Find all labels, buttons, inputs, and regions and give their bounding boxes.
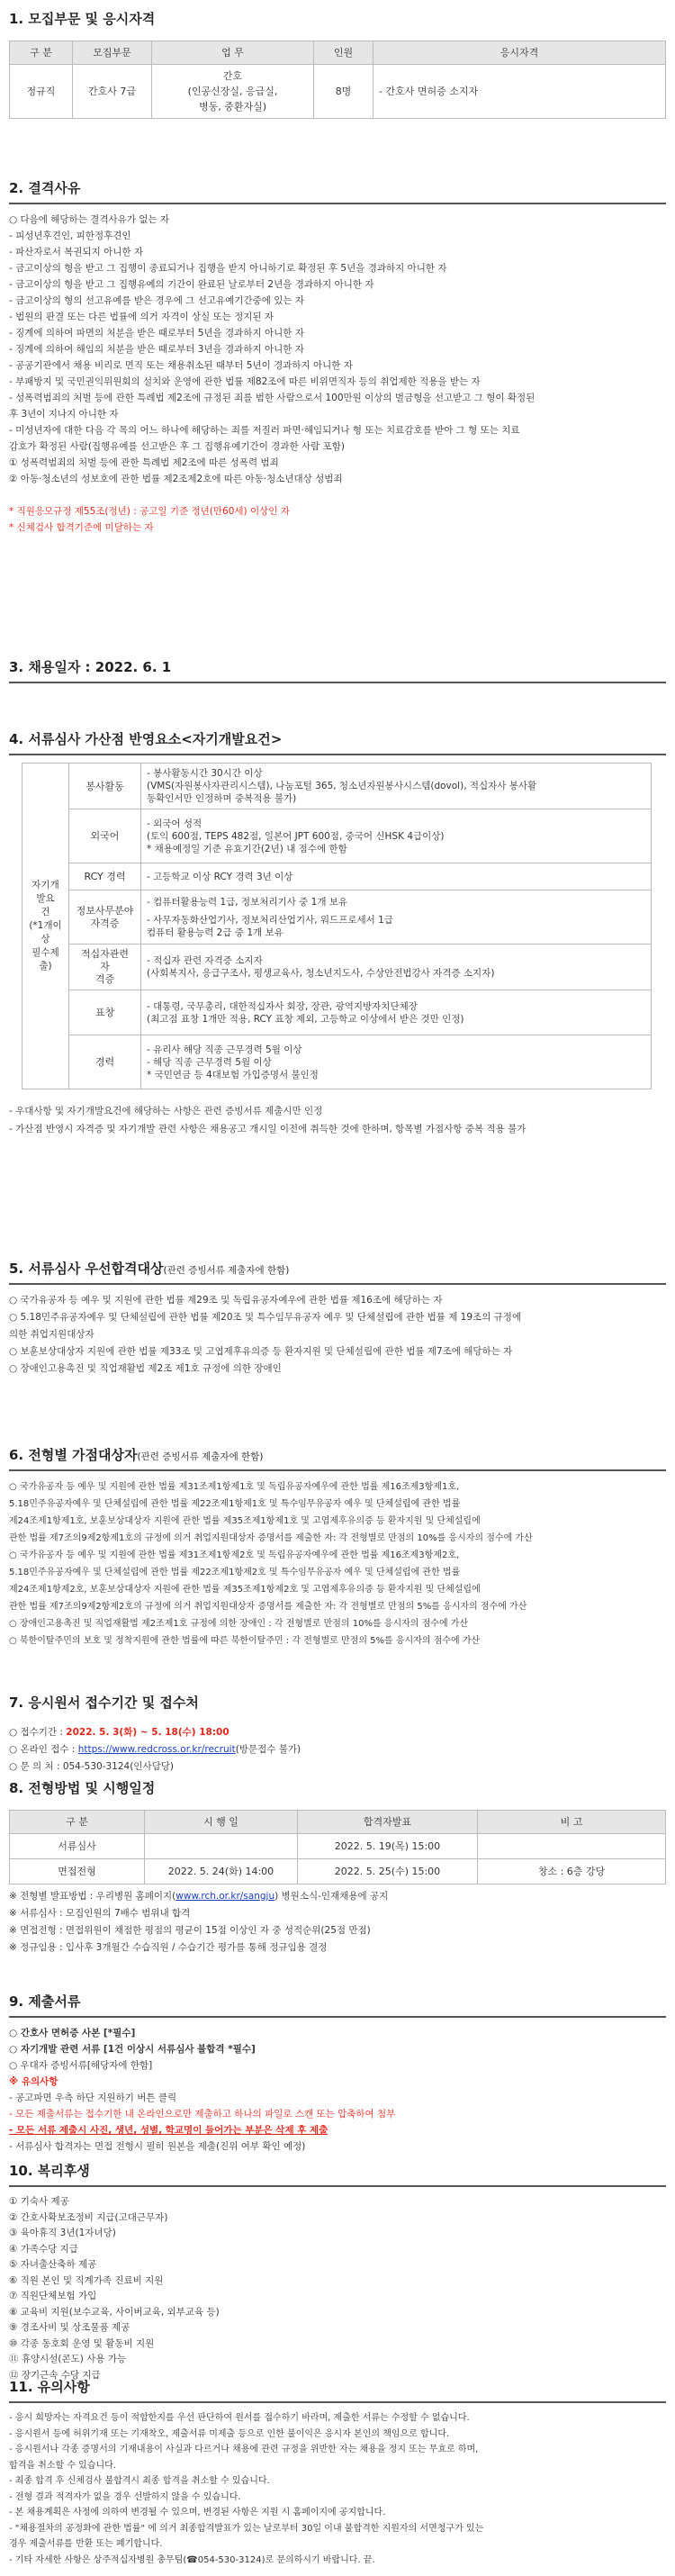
section-bonus-points [9, 729, 666, 1138]
section-documents [9, 1992, 666, 2155]
description-cell [141, 1035, 652, 1089]
category-cell: RCY 경력 [69, 863, 141, 890]
section-title: 9. 제출서류 [9, 1992, 666, 2018]
text-line: - 금고이상의 형의 선고유예를 받은 경우에 그 선고유예기간중에 있는 자 [9, 295, 304, 307]
section-title: 11. 유의사항 [9, 2377, 666, 2403]
text-line: - 금고이상의 형을 받고 그 집행이 종료되거나 집행을 받지 아니하기로 확정된 후 5년을 경과하지 아니한 자 [9, 263, 447, 275]
header-duty: 업 무 [152, 41, 314, 65]
text-line: ○ 5.18민주유공자예우 및 단체설립에 관한 법률 제20조 및 특수임무유공자 예우 및 단체설립에 관한 법률 제 19조의 규정에 [9, 1312, 522, 1324]
text-line: ○ 국가유공자 등 예우 및 지원에 관한 법률 제29조 및 독립유공자예우에 관한 법률 제16조에 해당하는 자 [9, 1295, 443, 1306]
header-type: 구 분 [10, 41, 73, 65]
benefit-item: ⑩ 각종 동호회 운영 및 활동비 지원 [9, 2337, 155, 2349]
desc-line: (VMS(자원봉사자관리시스템), 나눔포털 365, 청소년자원봉사시스템(dovol), 적십자사 봉사활 [147, 781, 537, 792]
benefit-item: ② 간호사확보조정비 지급(고대근무자) [9, 2211, 168, 2223]
note-line: * 신체검사 합격기준에 미달하는 자 [9, 522, 154, 534]
text-line: - 최종 합격 후 신체검사 불합격시 최종 합격을 취소할 수 있습니다. [9, 2476, 270, 2487]
description-cell [141, 863, 652, 890]
recruitment-table [9, 41, 666, 119]
online-label: ○ 온라인 접수 : [9, 1744, 78, 1756]
text-line: - 파산자로서 복권되지 아니한 자 [9, 247, 143, 258]
desc-line: 컴퓨터 활용능력 2급 중 1개 보유 [147, 926, 284, 938]
category-line: 적십자관련 자 [80, 948, 130, 973]
header-date: 시 행 일 [145, 1811, 298, 1834]
period-value: 2022. 5. 3(화) ~ 5. 18(수) 18:00 [66, 1727, 230, 1739]
text-line: 제24조제1항제1호, 보훈보상대상자 지원에 관한 법률 제35조제1항제1호 및 고엽제후유의증 등 환자지원 및 단체설립에 [9, 1516, 481, 1527]
cell-date [145, 1834, 298, 1859]
cell-note [478, 1834, 666, 1859]
desc-line: - 적십자 관련 자격증 소지자 [147, 955, 263, 967]
desc-line: - 컴퓨터활용능력 1급, 정보처리기사 중 1개 보유 [147, 896, 348, 908]
note-line: * 직원응모규정 제55조(정년) : 공고일 기준 정년(만60세) 이상인 자 [9, 506, 290, 518]
text-line: ○ 국가유공자 등 예우 및 지원에 관한 법률 제31조제1항제1호 및 독립유공자예우에 관한 법률 제16조제3항제1호, [9, 1482, 460, 1493]
text-line: - 법원의 판결 또는 다른 법률에 의거 자격이 상실 또는 정지된 자 [9, 312, 274, 323]
text-line: 관한 법률 제7조의9제2항제2호의 규정에 의거 취업지원대상자 증명서를 제출한 자: 각 전형별로 만점의 5%를 응시자의 점수에 가산 [9, 1602, 527, 1613]
category-cell: 경력 [69, 1035, 141, 1089]
note-line: ※ 서류심사 : 모집인원의 7배수 범위내 합격 [9, 1908, 191, 1920]
title-sub: (관련 증빙서류 제출자에 한함) [163, 1265, 290, 1276]
section-recruitment [9, 9, 666, 119]
text-line: - 징계에 의하여 해임의 처분을 받은 때로부터 3년을 경과하지 아니한 자 [9, 344, 304, 356]
desc-line: - 고등학교 이상 RCY 경력 3년 이상 [147, 871, 293, 882]
bonus-table [22, 763, 652, 1089]
category-cell [69, 945, 141, 990]
period-label: ○ 접수기간 : [9, 1727, 67, 1739]
text-line: 제24조제1항제2호, 보훈보상대상자 지원에 관한 법률 제35조제1항제2호 및 고엽제후유의증 등 환자지원 및 단체설립에 [9, 1585, 481, 1595]
desc-line: 동확인서만 인정하며 중복적용 불가) [147, 793, 297, 805]
text-line: 5.18민주유공자예우 및 단체설립에 관한 법률 제22조제1항제2호 및 특수임무유공자 예우 및 단체설립에 관한 법률 [9, 1568, 461, 1578]
category-line: 정보사무분야 [76, 904, 134, 917]
benefit-item: ① 기숙사 제공 [9, 2196, 69, 2208]
section-title [9, 1445, 666, 1471]
group-label-line: (*1개이상 [29, 920, 62, 945]
caution-line: - 공고파면 우측 하단 지원하기 버튼 클릭 [9, 2092, 177, 2104]
note-line: ※ 정규임용 : 입사후 3개월간 수습직원 / 수습기간 평가를 통해 정규임용 결정 [9, 1942, 328, 1954]
section-hire-date [9, 657, 666, 691]
online-line [9, 1741, 666, 1758]
benefit-item: ⑧ 교육비 지원(보수교육, 사이버교육, 외부교육 등) [9, 2306, 220, 2318]
description-cell [141, 890, 652, 945]
text-line: 합격을 취소할 수 있습니다. [9, 2460, 116, 2471]
cell-dept: 간호사 7급 [73, 65, 152, 119]
section-schedule [9, 1778, 666, 1957]
note-prefix: ※ 전형별 발표방법 : 우리병원 홈페이지( [9, 1891, 176, 1903]
desc-line: (토익 600점, TEPS 482점, 일본어 JPT 600점, 중국어 신HSK 4급이상) [147, 830, 445, 842]
schedule-table [9, 1810, 666, 1885]
caution-title: ※ 유의사항 [9, 2076, 58, 2088]
note-line: - 가산점 반영시 자격증 및 자기개발 관련 사항은 채용공고 개시일 이전에 취득한 것에 한하며, 항목별 가점사항 중복 적용 불가 [9, 1124, 526, 1135]
text-line: ○ 장애인고용촉진 및 직업재활법 제2조 제1호 규정에 의한 장애인 [9, 1363, 282, 1375]
contact-line: ○ 문 의 처 : 054-530-3124(인사담당) [9, 1761, 174, 1773]
text-line: 관한 법률 제7조의9제2항제1호의 규정에 의거 취업지원대상자 증명서를 제출한 자: 각 전형별로 만점의 10%를 응시자의 점수에 가산 [9, 1533, 533, 1544]
section-disqualification [9, 178, 666, 536]
desc-line: * 채용예정일 기준 유효기간(2년) 내 점수에 한함 [147, 843, 347, 854]
section-title [9, 1259, 666, 1285]
cell-announce: 2022. 5. 19(목) 15:00 [298, 1834, 478, 1859]
duty-line: 간호 [222, 70, 243, 83]
text-line: 5.18민주유공자예우 및 단체설립에 관한 법률 제22조제1항제1호 및 특수임무유공자 예우 및 단체설립에 관한 법률 [9, 1499, 461, 1510]
desc-line: - 봉사활동시간 30시간 이상 [147, 768, 263, 780]
group-label-line: 건 [40, 907, 50, 918]
desc-line: - 유리사 해당 직종 근무경력 5월 이상 [147, 1044, 302, 1055]
description-cell [141, 990, 652, 1035]
document-item: ○ 우대자 증빙서류[해당자에 한함] [9, 2060, 153, 2072]
section-title: 8. 전형방법 및 시행일정 [9, 1780, 156, 1796]
category-cell: 봉사활동 [69, 764, 141, 809]
text-line: - 미성년자에 대한 다음 각 목의 어느 하나에 해당하는 죄를 저질러 파면·해임되거나 형 또는 치료감호를 받아 그 형 또는 치료 [9, 425, 520, 437]
desc-line: (최고점 표창 1개만 적용, RCY 표창 제외, 고등학교 이상에서 받은 것만 인정) [147, 1013, 464, 1025]
description-cell [141, 764, 652, 809]
period-line [9, 1724, 666, 1741]
text-line: - 응시 희망자는 자격요건 등이 적합한지를 우선 판단하여 원서를 접수하기 바라며, 제출한 서류는 수정할 수 없습니다. [9, 2413, 470, 2424]
cell-duty [152, 65, 314, 119]
desc-line: - 해당 직종 근무경력 5월 이상 [147, 1056, 272, 1068]
text-line: - "채용절차의 공정화에 관한 법률" 에 의거 최종합격발표가 있는 날로부터 30일 이내 불합격한 지원자의 서면청구가 있는 [9, 2523, 484, 2534]
text-line: - 응시원서나 각종 증명서의 기재내용이 사실과 다르거나 채용에 관련 규정을 위반한 자는 채용을 정지 또는 무효로 하며, [9, 2445, 479, 2455]
text-line: 의한 취업지원대상자 [9, 1329, 94, 1341]
text-line: - 부패방지 및 국민권익위원회의 설치와 운영에 관한 법률 제82조에 따른 비위면직자 등의 취업제한 적용을 받는 자 [9, 376, 481, 388]
benefit-item: ⑪ 휴양시설(콘도) 사용 가능 [9, 2354, 127, 2365]
header-count: 인원 [314, 41, 374, 65]
text-line: - 응시원서 등에 허위기재 또는 기재착오, 제출서류 미제출 등으로 인한 불이익은 응시자 본인의 책임으로 합니다. [9, 2428, 450, 2439]
category-cell [69, 890, 141, 945]
text-line: ○ 국가유공자 등 예우 및 지원에 관한 법률 제31조제1항제2호 및 독립유공자예우에 관한 법률 제16조제3항제2호, [9, 1550, 460, 1561]
desc-line: * 국민연금 등 4대보험 가입증명서 불인정 [147, 1069, 319, 1080]
desc-line: - 사무자동화산업기사, 정보처리산업기사, 워드프로세서 1급 [147, 914, 393, 926]
cell-type: 서류심사 [10, 1834, 145, 1859]
text-line: ○ 보훈보상대상자 지원에 관한 법률 제33조 및 고엽제후유의증 등 환자지원 및 단체설립에 관한 법률 제7조에 해당하는 자 [9, 1346, 513, 1358]
header-type: 구 분 [10, 1811, 145, 1834]
section-title: 7. 응시원서 접수기간 및 접수처 [9, 1695, 199, 1711]
text-line: 경우 제출서류를 반환 또는 폐기합니다. [9, 2539, 163, 2550]
group-label-line: 필수제출) [32, 947, 59, 972]
group-label [22, 764, 69, 1089]
title-main: 6. 전형별 가점대상자 [9, 1447, 138, 1463]
category-cell: 외국어 [69, 809, 141, 863]
section-application [9, 1693, 666, 1776]
text-line: ○ 장애인고용촉진 및 직업재활법 제2조제1호 규정에 의한 장애인 : 각 전형별로 만점의 10%를 응시자의 점수에 가산 [9, 1619, 469, 1630]
header-announce: 합격자발표 [298, 1811, 478, 1834]
category-line: 자격증 [90, 917, 120, 929]
text-line: - 성폭력범죄의 처벌 등에 관한 특례법 제2조에 규정된 죄를 범한 사람으로서 100만원 이상의 벌금형을 선고받고 그 형이 확정된 [9, 393, 536, 404]
benefit-item: ③ 육아휴직 3년(1자녀당) [9, 2228, 116, 2239]
cell-count: 8명 [314, 65, 374, 119]
cell-type: 면접전형 [10, 1859, 145, 1885]
section-title: 2. 결격사유 [9, 178, 666, 204]
text-line: ○ 다음에 해당하는 결격사유가 없는 자 [9, 214, 169, 226]
text-line: - 피성년후견인, 피한정후견인 [9, 230, 131, 242]
text-line: - 공공기관에서 채용 비리로 면직 또는 채용취소된 때부터 5년이 경과하지 아니한 자 [9, 360, 353, 372]
category-line: 격증 [94, 973, 115, 986]
header-dept: 모집부문 [73, 41, 152, 65]
header-note: 비 고 [478, 1811, 666, 1834]
section-extra-points [9, 1445, 666, 1650]
text-line: - 금고이상의 형을 받고 그 집행유예의 기간이 완료된 날로부터 2년을 경과하지 아니한 자 [9, 279, 374, 291]
benefit-item: ⑦ 직원단체보험 가입 [9, 2291, 97, 2302]
desc-line: - 대통령, 국무총리, 대한적십자사 회장, 장관, 광역지방자치단체장 [147, 1000, 418, 1012]
text-line: 감호가 확정된 사람(집행유예를 선고받은 후 그 집행유예기간이 경과한 사람 포함) [9, 441, 345, 453]
section-priority-pass [9, 1259, 666, 1378]
header-qualification: 응시자격 [374, 41, 666, 65]
group-label-line: 자기개발요 [32, 880, 59, 905]
note-suffix: ) 병원소식-인재채용에 공지 [274, 1891, 389, 1903]
cell-date: 2022. 5. 24(화) 14:00 [145, 1859, 298, 1885]
duty-line: 병동, 중환자실) [198, 101, 267, 113]
description-cell [141, 809, 652, 863]
text-line: - 기타 자세한 사항은 상주적십자병원 총무팀(☎054-530-3124)로 문의하시기 바랍니다. 끝. [9, 2554, 375, 2565]
text-line: 후 3년이 지나지 아니한 자 [9, 409, 119, 420]
text-line: ① 성폭력범죄의 처벌 등에 관한 특례법 제2조에 따른 성폭력 범죄 [9, 457, 279, 469]
duty-line: (인공신장실, 응급실, [187, 86, 278, 98]
benefit-item: ⑤ 자녀출산축하 제공 [9, 2259, 97, 2271]
section-notes [9, 2377, 666, 2568]
benefit-item: ④ 가족수당 지급 [9, 2243, 78, 2255]
text-line: - 본 채용계획은 사정에 의하여 변경될 수 있으며, 변경된 사항은 지원 시 홈페이지에 공지합니다. [9, 2508, 386, 2518]
caution-line: - 모든 제출서류는 접수기한 내 온라인으로만 제출하고 하나의 파일로 스캔 또는 압축하여 첨부 [9, 2109, 396, 2120]
text-line: - 징계에 의하여 파면의 처분을 받은 때로부터 5년을 경과하지 아니한 자 [9, 328, 304, 339]
hospital-link[interactable]: www.rch.or.kr/sangju [176, 1891, 275, 1903]
text-line: ○ 북한이탈주민의 보호 및 정착지원에 관한 법률에 따른 북한이탈주민 : 각 전형별로 만점의 5%를 응시자의 점수에 가산 [9, 1636, 481, 1647]
cell-qualification: - 간호사 면허증 소지자 [374, 65, 666, 119]
category-cell: 표창 [69, 990, 141, 1035]
section-title: 10. 복리후생 [9, 2161, 666, 2187]
note-line: - 우대사항 및 자기개발요건에 해당하는 사항은 관련 증빙서류 제출시만 인정 [9, 1106, 323, 1117]
document-item: ○ 간호사 면허증 사본 [*필수] [9, 2028, 136, 2039]
section-title: 3. 채용일자 : 2022. 6. 1 [9, 657, 666, 683]
document-item: ○ 자기개발 관련 서류 [1건 이상시 서류심사 불합격 *필수] [9, 2044, 256, 2056]
benefit-item: ⑨ 경조사비 및 상조물품 제공 [9, 2322, 130, 2334]
benefit-item: ⑥ 직원 본인 및 직계가족 진료비 지원 [9, 2274, 164, 2286]
recruit-link[interactable]: https://www.redcross.or.kr/recruit [77, 1744, 236, 1756]
section-title: 1. 모집부문 및 응시자격 [9, 11, 156, 27]
title-sub: (관련 증빙서류 제출자에 한함) [137, 1451, 264, 1462]
note-line: ※ 면접전형 : 면접위원이 채점한 평점의 평균이 15점 이상인 자 중 성적순위(25점 만점) [9, 1925, 371, 1937]
online-note: (방문접수 불가) [235, 1744, 302, 1756]
cell-type: 정규직 [10, 65, 73, 119]
text-line: - 전형 결과 적격자가 없을 경우 선발하지 않을 수 있습니다. [9, 2491, 241, 2502]
desc-line: - 외국어 성적 [147, 818, 202, 829]
title-main: 5. 서류심사 우선합격대상 [9, 1261, 164, 1277]
cell-note: 창소 : 6층 강당 [478, 1859, 666, 1885]
benefit-item: ⑫ 장기근속 수당 지급 [9, 2369, 101, 2381]
desc-line: (사회복지사, 응급구조사, 평생교육사, 청소년지도사, 수상안전법강사 자격증 소지자) [147, 968, 495, 980]
caution-line: - 서류심사 합격자는 면접 전형시 필히 원본을 제출(진위 여부 확인 예정) [9, 2141, 306, 2153]
announce-method-line [9, 1888, 666, 1905]
text-line: ② 아동·청소년의 성보호에 관한 법률 제2조제2호에 따른 아동·청소년대상 성범죄 [9, 474, 343, 485]
section-benefits [9, 2161, 666, 2383]
caution-line: - 모든 서류 제출시 사진, 생년, 성별, 학교명이 들어가는 부분은 삭제 후 제출 [9, 2125, 328, 2137]
cell-announce: 2022. 5. 25(수) 15:00 [298, 1859, 478, 1885]
description-cell [141, 945, 652, 990]
section-title: 4. 서류심사 가산점 반영요소<자기개발요건> [9, 729, 666, 755]
